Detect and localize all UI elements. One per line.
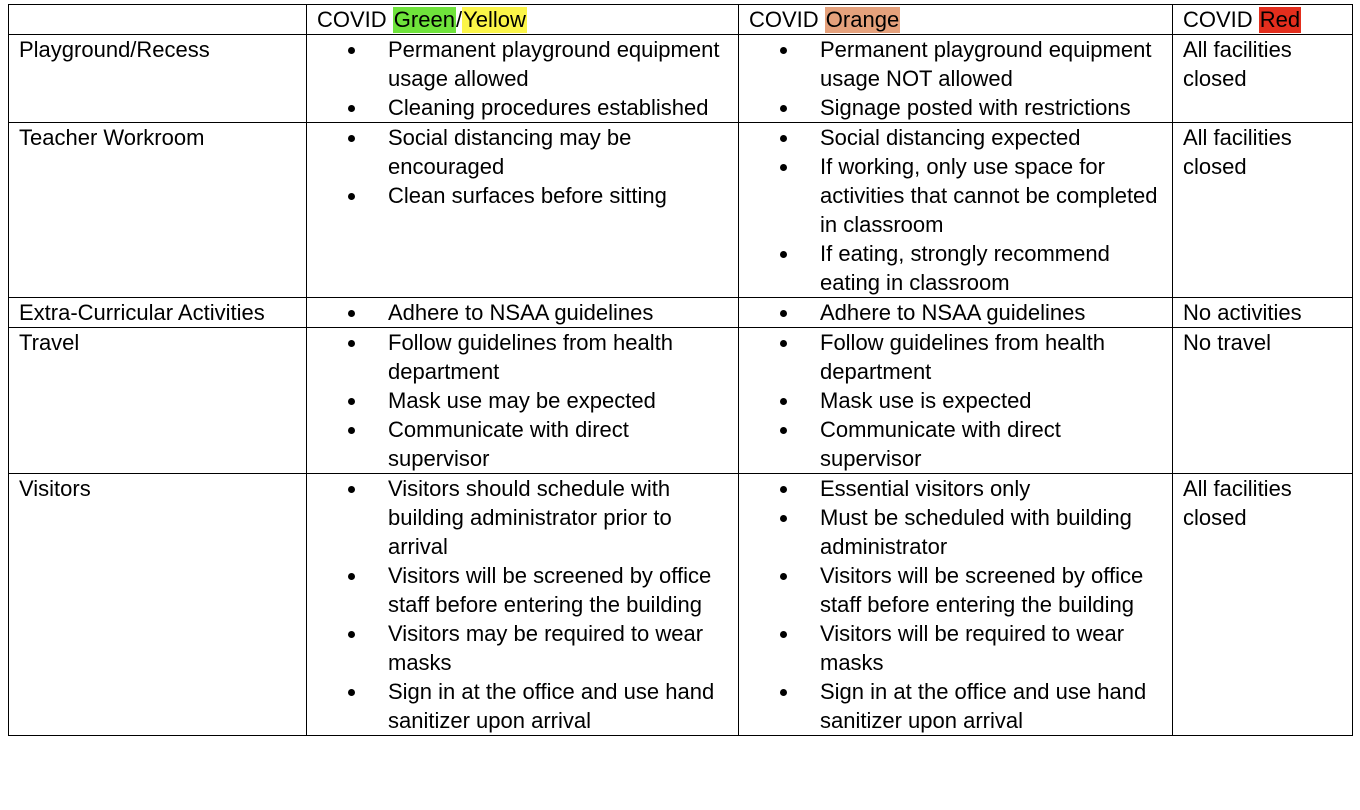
document-page [8, 4, 1353, 736]
green-yellow-cell [307, 298, 739, 328]
list-item: Mask use may be expected [388, 386, 728, 415]
header-empty-cell [9, 5, 307, 35]
list-item: Sign in at the office and use hand sanitizer upon arrival [820, 677, 1162, 735]
table-row [9, 328, 1353, 474]
orange-cell [739, 474, 1173, 736]
red-cell: All facilities closed [1173, 35, 1353, 123]
list-item: Follow guidelines from health department [388, 328, 728, 386]
green-yellow-cell [307, 474, 739, 736]
header-orange [739, 5, 1173, 35]
header-row [9, 5, 1353, 35]
table-row [9, 298, 1353, 328]
list-item: Permanent playground equipment usage allowed [388, 35, 728, 93]
bullet-list [317, 298, 728, 327]
yellow-highlight: Yellow [463, 7, 526, 32]
table-body [9, 35, 1353, 736]
table-row [9, 474, 1353, 736]
orange-cell [739, 35, 1173, 123]
bullet-list [317, 328, 728, 473]
list-item: Signage posted with restrictions [820, 93, 1162, 122]
row-label: Extra-Curricular Activities [9, 298, 307, 328]
red-cell: No travel [1173, 328, 1353, 474]
bullet-list [317, 123, 728, 210]
bullet-list [749, 474, 1162, 735]
list-item: Essential visitors only [820, 474, 1162, 503]
red-cell: No activities [1173, 298, 1353, 328]
list-item: Cleaning procedures established [388, 93, 728, 122]
list-item: Permanent playground equipment usage NOT allowed [820, 35, 1162, 93]
green-highlight: Green [393, 7, 455, 32]
list-item: Social distancing may be encouraged [388, 123, 728, 181]
orange-cell [739, 123, 1173, 298]
list-item: Adhere to NSAA guidelines [388, 298, 728, 327]
header-green-yellow [307, 5, 739, 35]
header-red [1173, 5, 1353, 35]
list-item: If working, only use space for activities that cannot be completed in classroom [820, 152, 1162, 239]
red-cell: All facilities closed [1173, 123, 1353, 298]
list-item: Adhere to NSAA guidelines [820, 298, 1162, 327]
red-highlight: Red [1259, 7, 1301, 32]
covid-guidelines-table [8, 4, 1353, 736]
row-label: Visitors [9, 474, 307, 736]
bullet-list [749, 123, 1162, 297]
row-label: Playground/Recess [9, 35, 307, 123]
list-item: Visitors should schedule with building administrator prior to arrival [388, 474, 728, 561]
orange-highlight: Orange [825, 7, 900, 32]
table-row [9, 123, 1353, 298]
header-prefix: COVID [317, 7, 393, 32]
list-item: Visitors may be required to wear masks [388, 619, 728, 677]
list-item: Mask use is expected [820, 386, 1162, 415]
list-item: Social distancing expected [820, 123, 1162, 152]
header-separator: / [455, 7, 463, 32]
table-row [9, 35, 1353, 123]
orange-cell [739, 298, 1173, 328]
list-item: Visitors will be screened by office staff before entering the building [820, 561, 1162, 619]
green-yellow-cell [307, 328, 739, 474]
list-item: Must be scheduled with building administrator [820, 503, 1162, 561]
list-item: Communicate with direct supervisor [388, 415, 728, 473]
bullet-list [317, 474, 728, 735]
list-item: Sign in at the office and use hand sanitizer upon arrival [388, 677, 728, 735]
list-item: Follow guidelines from health department [820, 328, 1162, 386]
header-prefix: COVID [1183, 7, 1259, 32]
header-prefix: COVID [749, 7, 825, 32]
bullet-list [749, 328, 1162, 473]
bullet-list [749, 298, 1162, 327]
green-yellow-cell [307, 35, 739, 123]
list-item: Clean surfaces before sitting [388, 181, 728, 210]
red-cell: All facilities closed [1173, 474, 1353, 736]
orange-cell [739, 328, 1173, 474]
list-item: If eating, strongly recommend eating in classroom [820, 239, 1162, 297]
bullet-list [749, 35, 1162, 122]
bullet-list [317, 35, 728, 122]
list-item: Visitors will be screened by office staff before entering the building [388, 561, 728, 619]
list-item: Visitors will be required to wear masks [820, 619, 1162, 677]
row-label: Teacher Workroom [9, 123, 307, 298]
list-item: Communicate with direct supervisor [820, 415, 1162, 473]
green-yellow-cell [307, 123, 739, 298]
row-label: Travel [9, 328, 307, 474]
